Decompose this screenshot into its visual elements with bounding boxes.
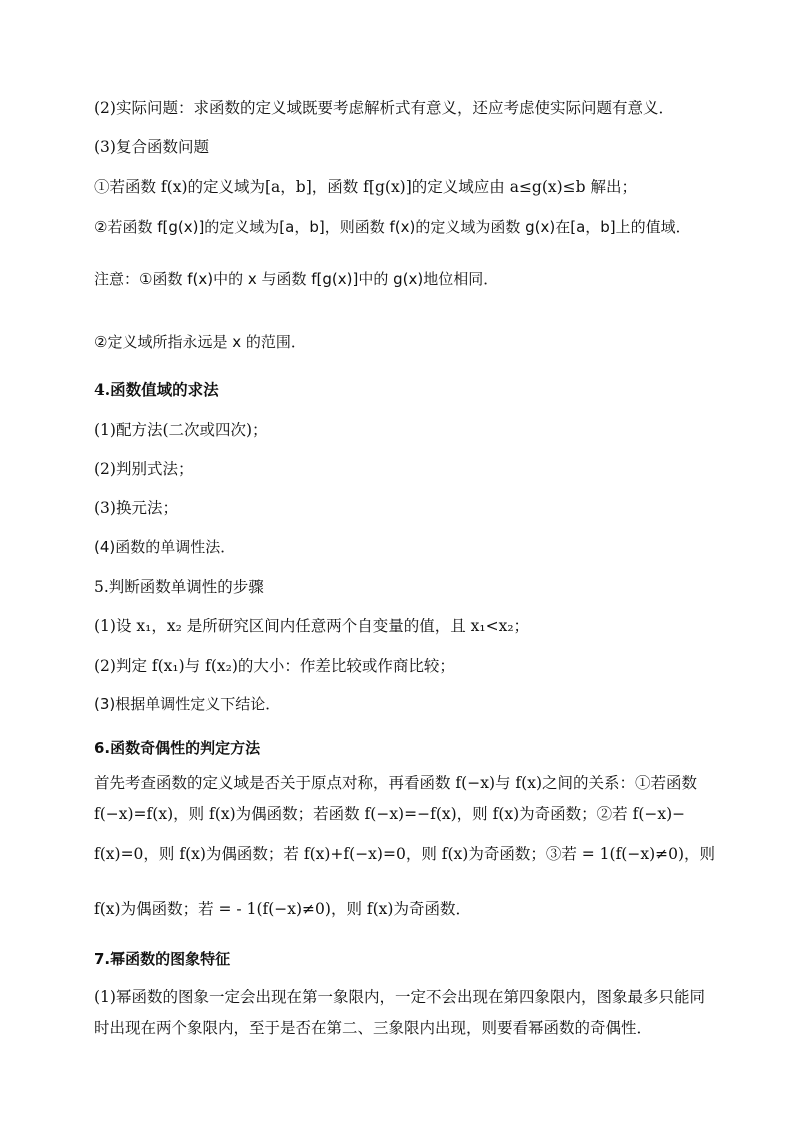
list-item-range-method-3: (3)换元法； <box>94 499 178 517</box>
list-item-range-method-2: (2)判别式法； <box>94 460 194 478</box>
section-heading-power-function-graph: 7.幂函数的图象特征 <box>94 950 231 968</box>
paragraph-note-2: ②定义域所指永远是 x 的范围． <box>94 333 306 351</box>
paragraph-note-1: 注意：①函数 f(x)中的 x 与函数 f[g(x)]中的 g(x)地位相同． <box>94 270 499 288</box>
list-item-range-method-4: (4)函数的单调性法． <box>94 538 236 556</box>
list-item-monotonicity-step-3: (3)根据单调性定义下结论． <box>94 695 281 713</box>
paragraph-practical-problem: (2)实际问题：求函数的定义域既要考虑解析式有意义，还应考虑使实际问题有意义． <box>94 99 674 117</box>
paragraph-composite-function-heading: (3)复合函数问题 <box>94 138 209 156</box>
paragraph-parity-method-continued: f(x)=0，则 f(x)为偶函数；若 f(x)+f(−x)=0，则 f(x)为奇函数；③若 = 1(f(−x)≠0)，则 <box>94 845 716 863</box>
paragraph-parity-method-end: f(x)为偶函数；若 = - 1(f(−x)≠0)，则 f(x)为奇函数． <box>94 900 471 918</box>
list-item-monotonicity-step-1: (1)设 x₁，x₂ 是所研究区间内任意两个自变量的值，且 x₁<x₂； <box>94 617 530 635</box>
section-heading-parity-method: 6.函数奇偶性的判定方法 <box>94 739 261 757</box>
paragraph-composite-rule-1: ①若函数 f(x)的定义域为[a，b]，函数 f[g(x)]的定义域应由 a≤g(x)≤b 解出； <box>94 178 638 196</box>
paragraph-power-function-graph: (1)幂函数的图象一定会出现在第一象限内，一定不会出现在第四象限内，图象最多只能同时出现在两个象限内，至于是否在第二、三象限内出现，则要看幂函数的奇偶性． <box>94 988 705 1037</box>
list-item-monotonicity-step-2: (2)判定 f(x₁)与 f(x₂)的大小：作差比较或作商比较； <box>94 657 455 675</box>
section-heading-range-methods: 4.函数值域的求法 <box>94 380 219 399</box>
paragraph-parity-method: 首先考查函数的定义域是否关于原点对称，再看函数 f(−x)与 f(x)之间的关系：①若函数 f(−x)=f(x)，则 f(x)为偶函数；若函数 f(−x)=−f(x)，则 f(x)为奇函数；②若 f(−x)− <box>94 774 697 823</box>
paragraph-composite-rule-2: ②若函数 f[g(x)]的定义域为[a，b]，则函数 f(x)的定义域为函数 g(x)在[a，b]上的值域． <box>94 218 691 236</box>
list-item-range-method-1: (1)配方法(二次或四次)； <box>94 421 268 439</box>
section-heading-monotonicity-steps: 5.判断函数单调性的步骤 <box>94 578 264 596</box>
